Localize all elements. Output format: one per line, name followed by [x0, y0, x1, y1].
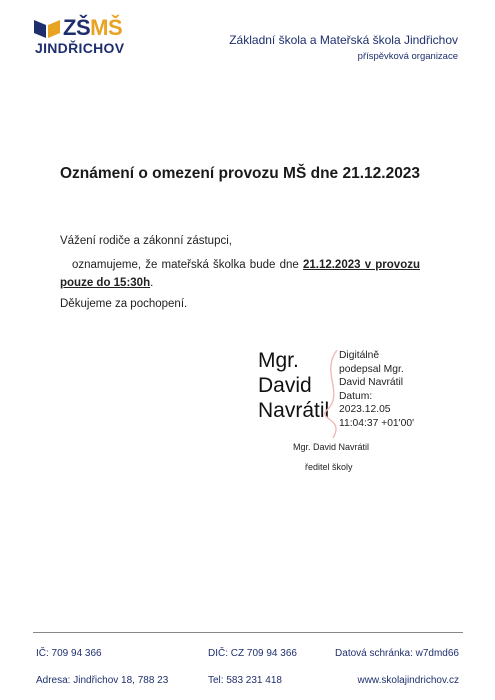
signature-detail-line: Datum:: [339, 390, 373, 402]
footer-divider: [33, 632, 463, 633]
signature-detail-line: David Navrátil: [339, 377, 404, 389]
footer-ic: IČ: 709 94 366: [36, 648, 102, 659]
announcement-paragraph: [60, 256, 420, 293]
open-book-icon: [33, 17, 61, 39]
signer-role: ředitel školy: [305, 462, 353, 472]
document-title: Oznámení o omezení provozu MŠ dne 21.12.2023: [60, 165, 421, 182]
signature-line: David: [258, 373, 312, 397]
digital-signature-details: [339, 349, 414, 430]
signature-detail-line: Digitálně: [339, 350, 380, 361]
school-subtitle: příspěvková organizace: [357, 51, 458, 62]
signature-line: Navrátil: [258, 398, 330, 422]
logo-city: JINDŘICHOV: [35, 40, 125, 56]
logo-text: [63, 15, 122, 41]
signature-detail-line: 11:04:37 +01'00': [339, 417, 415, 429]
logo-ms: MŠ: [90, 15, 123, 40]
logo-zs: ZŠ: [63, 15, 91, 40]
school-logo: [33, 14, 123, 60]
signature-line: Mgr.: [258, 349, 299, 372]
closing-line: Děkujeme za pochopení.: [60, 298, 188, 310]
announcement-end: .: [150, 277, 154, 290]
salutation: Vážení rodiče a zákonní zástupci,: [60, 235, 232, 247]
footer-phone: Tel: 583 231 418: [208, 675, 282, 686]
announcement-highlight: 21.12.2023 v provozu pouze do 15:30h: [60, 259, 420, 290]
school-name: Základní škola a Mateřská škola Jindřichov: [229, 33, 458, 47]
announcement-text: oznamujeme, že mateřská školka bude dne: [72, 259, 303, 271]
footer-address: Adresa: Jindřichov 18, 788 23: [36, 675, 169, 686]
signature-detail-line: 2023.12.05: [339, 404, 391, 416]
footer-databox: Datová schránka: w7dmd66: [335, 648, 459, 659]
footer-dic: DIČ: CZ 709 94 366: [208, 648, 297, 659]
footer-website: www.skolajindrichov.cz: [357, 675, 459, 686]
signature-detail-line: podepsal Mgr.: [339, 363, 404, 375]
signer-name: Mgr. David Navrátil: [293, 442, 370, 452]
